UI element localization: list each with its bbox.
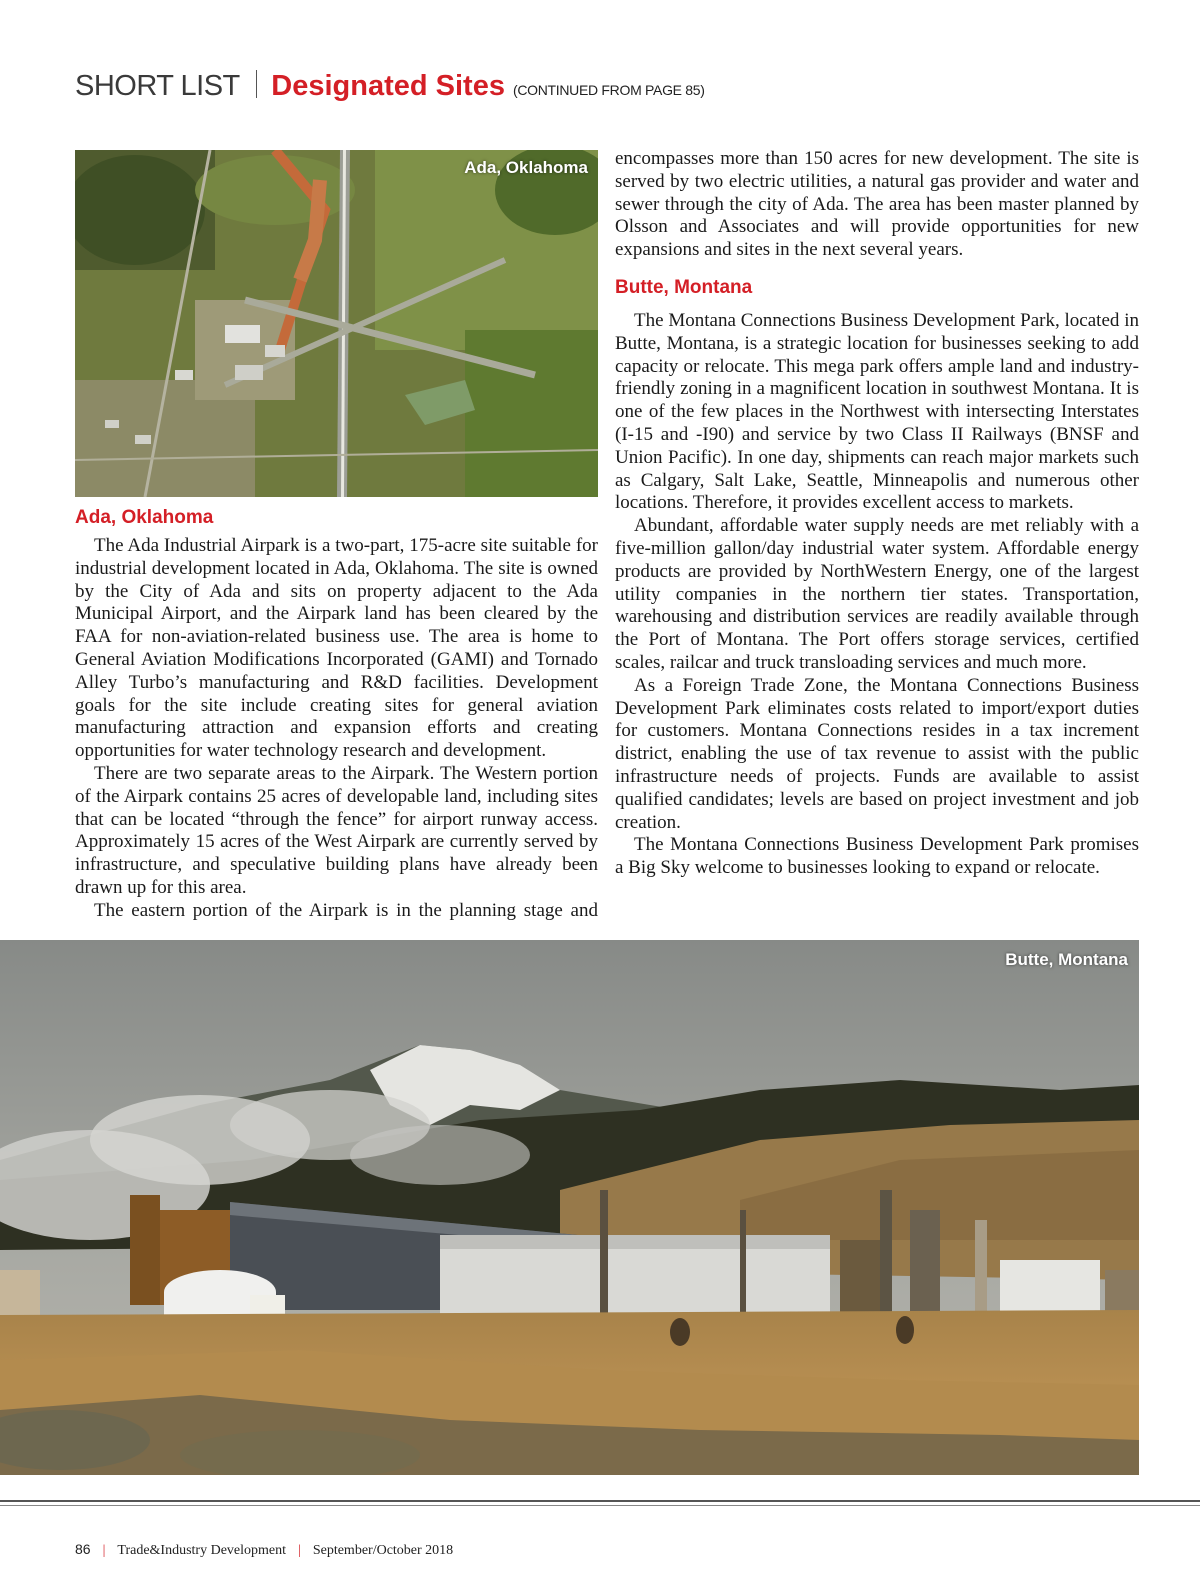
ada-paragraph: There are two separate areas to the Airpark. The Western portion of the Airpark contains 25 acres of developable land, including sites that can be located “through the fence” for airport runway access. Approximately 15 acres of the West Airpark are currently served by infrastructure, and speculative building plans have already been drawn up for this area. bbox=[75, 762, 598, 898]
page-number: 86 bbox=[75, 1541, 91, 1557]
right-column bbox=[615, 148, 1139, 880]
ada-paragraph: The Ada Industrial Airpark is a two-part, 175-acre site suitable for industrial development located in Ada, Oklahoma. The site is owned by the City of Ada and sits on property adjacent to the Ada Municipal Airport, and the Airpark land has been cleared by the FAA for non-aviation-related business use. The area is home to General Aviation Modifications Incorporated (GAMI) and Tornado Alley Turbo’s manufacturing and R&D facilities. Development goals for the site include creating sites for general aviation manufacturing attraction and expansion efforts and creating opportunities for water technology research and development. bbox=[75, 535, 598, 762]
butte-heading: Butte, Montana bbox=[615, 276, 753, 298]
butte-paragraph: As a Foreign Trade Zone, the Montana Connections Business Development Park eliminates costs related to import/export duties for customers. Montana Connections resides in a tax increment district, enabling the use of tax revenue to assist with the public infrastructure needs of projects. Funds are available to assist qualified candidates; levels are based on project investment and job creation. bbox=[615, 674, 1139, 833]
butte-paragraph: Abundant, affordable water supply needs are met reliably with a five-million gallon/day industrial water system. Affordable energy products are provided by NorthWestern Energy, one of the largest utility companies in the northern tier states. Transportation, warehousing and distribution services are readily available through the Port of Montana. The Port offers storage services, certified scales, railcar and truck transloading services and much more. bbox=[615, 515, 1139, 673]
header-divider bbox=[256, 70, 258, 98]
ada-paragraph: The eastern portion of the Airpark is in the planning stage and bbox=[94, 899, 598, 921]
page-title: Designated Sites bbox=[271, 70, 505, 102]
page-header bbox=[75, 70, 705, 103]
ada-continuation: encompasses more than 150 acres for new development. The site is served by two electric utilities, a natural gas provider and water and sewer through the city of Ada. The area has been master planned by Olsson and Associates and will provide opportunities for new expansions and sites in the next several years. bbox=[615, 148, 1139, 261]
ada-heading: Ada, Oklahoma bbox=[75, 507, 214, 528]
footer-rule-thin bbox=[0, 1505, 1200, 1506]
industrial-park-landscape-image bbox=[0, 940, 1139, 1475]
footer-rule bbox=[0, 1500, 1200, 1502]
ada-aerial-photo bbox=[75, 150, 598, 497]
issue-date: September/October 2018 bbox=[312, 1543, 454, 1558]
page-footer bbox=[75, 1541, 453, 1559]
ada-photo-caption: Ada, Oklahoma bbox=[464, 158, 588, 177]
butte-paragraph: The Montana Connections Business Development Park promises a Big Sky welcome to businesses looking to expand or relocate. bbox=[615, 834, 1139, 879]
butte-paragraph: The Montana Connections Business Development Park, located in Butte, Montana, is a strategic location for businesses seeking to add capacity or relocate. This mega park offers ample land and industry-friendly zoning in a magnificent location in southwest Montana. It is one of the few places in the Northwest with intersecting Interstates (I-15 and -I90) and service by two Class II Railways (BNSF and Union Pacific). In one day, shipments can reach major markets such as Calgary, Salt Lake, Seattle, Minneapolis and numerous other locations. Therefore, it provides excellent access to markets. bbox=[615, 309, 1139, 514]
butte-industrial-photo bbox=[0, 940, 1139, 1475]
butte-photo-caption: Butte, Montana bbox=[1005, 950, 1128, 969]
airport-aerial-image bbox=[75, 150, 598, 497]
publication-name: Trade&Industry Development bbox=[117, 1543, 287, 1558]
footer-separator: | bbox=[102, 1543, 106, 1558]
left-column bbox=[75, 535, 598, 923]
footer-separator: | bbox=[298, 1543, 301, 1558]
section-label: SHORT LIST bbox=[75, 70, 240, 102]
continued-note: (CONTINUED FROM PAGE 85) bbox=[512, 82, 705, 98]
